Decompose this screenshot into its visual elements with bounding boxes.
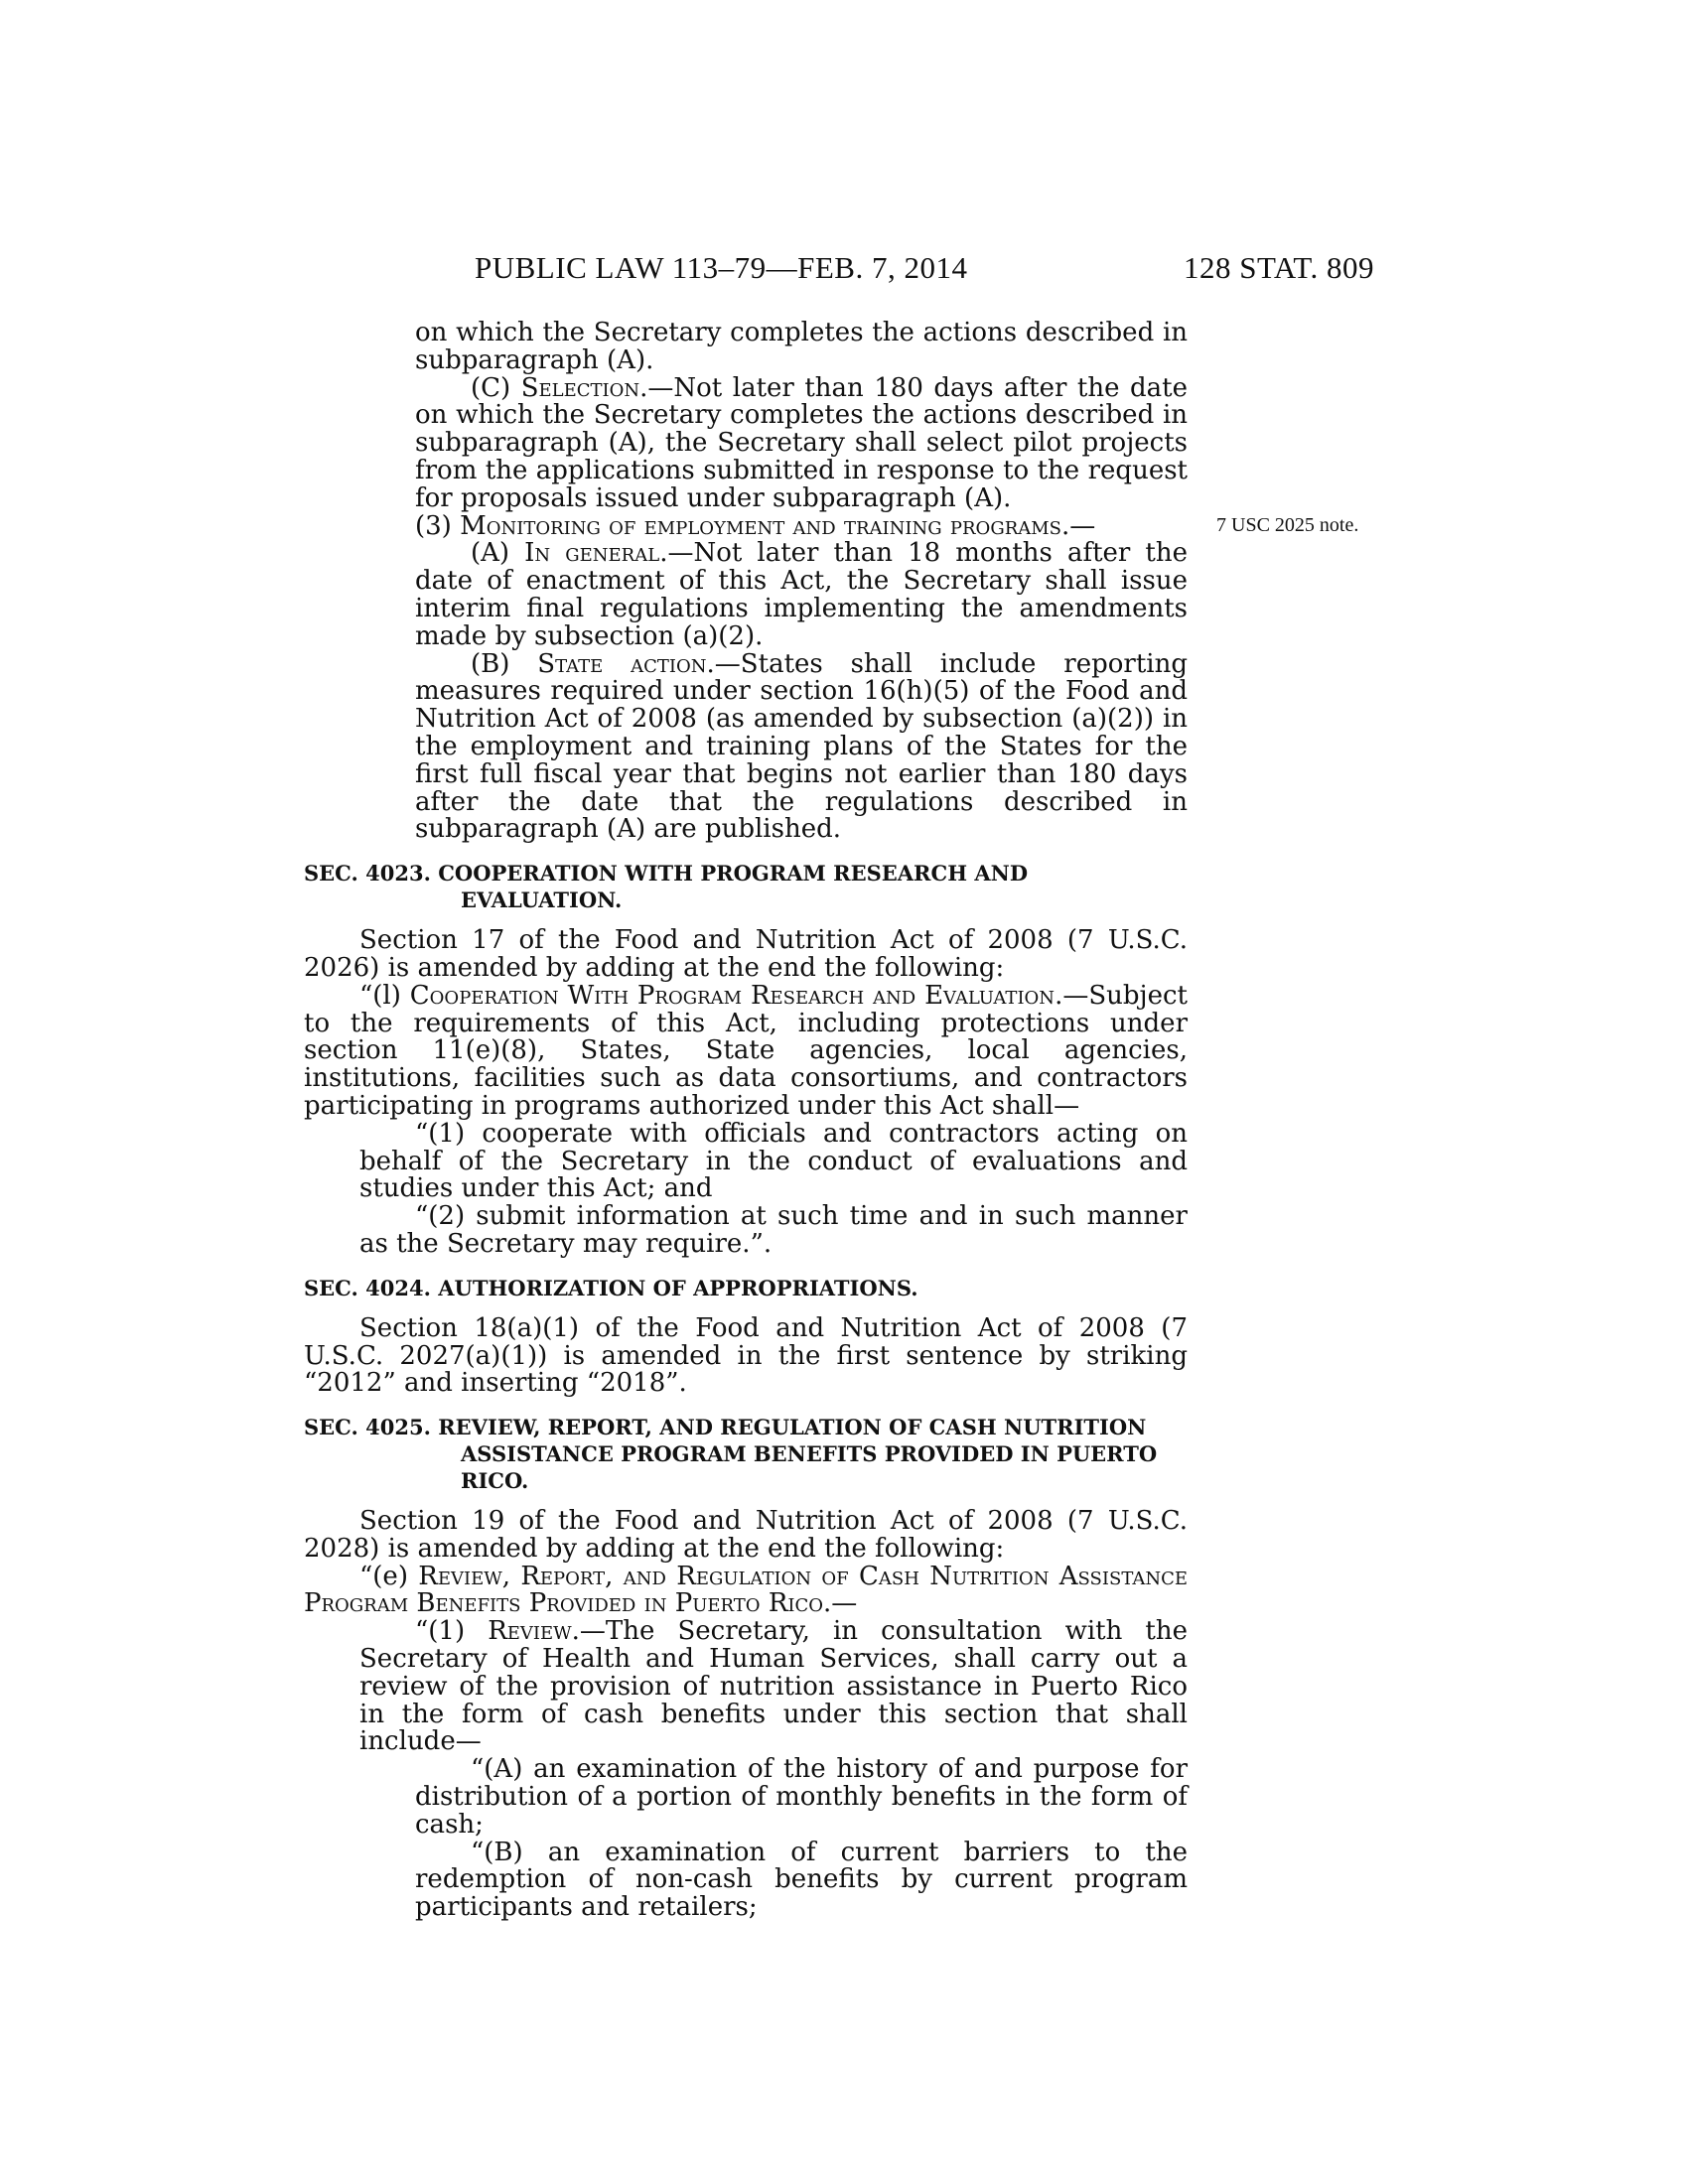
subparagraph-a-examination-history: “(A) an examination of the history of and purpose for distribution of a portion of monthly benefits in the form of cash; [415,1754,1188,1840]
subsection-e-review: “(e) Review, Report, and Regulation of Cash Nutrition Assistance Program Benefits Provided in Puerto Rico.— [304,1561,1189,1619]
running-header-title: PUBLIC LAW 113–79—FEB. 7, 2014 [475,250,968,285]
page-header [0,250,1688,290]
subparagraph-c-selection: (C) Selection.—Not later than 180 days after the date on which the Secretary completes the actions described in subparagraph (A), the Secretary shall select pilot projects from the applications submitted in response to the request for proposals issued under subparagraph (A). [415,372,1188,513]
subsection-l-cooperation: “(l) Cooperation With Program Research and Evaluation.—Subject to the requirements of this Act, including protections under section 11(e)(8), States, State agencies, local agencies, institutions, facilities such as data consortiums, and contractors participating in programs authorized under this Act shall— [304,980,1188,1121]
section-heading-4023: SEC. 4023. COOPERATION WITH PROGRAM RESEARCH AND EVALUATION. [304,861,1029,913]
section-4023-intro: Section 17 of the Food and Nutrition Act of 2008 (7 U.S.C. 2026) is amended by adding at the end the following: [304,925,1188,983]
paragraph-3-monitoring: (3) Monitoring of employment and training programs.— [415,510,1096,541]
document-body [304,320,1188,1922]
section-heading-4024: SEC. 4024. AUTHORIZATION OF APPROPRIATIONS. [304,1275,918,1300]
statute-page-number: 128 STAT. 809 [1183,250,1374,285]
paragraph-continued: on which the Secretary completes the actions described in subparagraph (A). [415,318,1188,375]
margin-citation-note: 7 USC 2025 note. [1216,514,1359,536]
paragraph-1-review: “(1) Review.—The Secretary, in consultation with the Secretary of Health and Human Services, shall carry out a review of the provision of nutrition assistance in Puerto Rico in the form of cash benefits under this section that shall include— [359,1616,1188,1757]
section-4025-intro: Section 19 of the Food and Nutrition Act of 2008 (7 U.S.C. 2028) is amended by adding at the end the following: [304,1506,1188,1564]
subparagraph-b-state-action: (B) State action.—States shall include reporting measures required under section 16(h)(5) of the Food and Nutrition Act of 2008 (as amended by subsection (a)(2)) in the employment and training plans of the States for the first full fiscal year that begins not earlier than 180 days after the date that the regulations described in subparagraph (A) are published. [415,648,1188,845]
subparagraph-a-in-general: (A) In general.—Not later than 18 months after the date of enactment of this Act, the Secretary shall issue interim final regulations implementing the amendments made by subsection (a)(2). [415,538,1188,651]
subparagraph-b-examination-barriers: “(B) an examination of current barriers to the redemption of non-cash benefits by current program participants and retailers; [415,1837,1188,1923]
section-4024-text: Section 18(a)(1) of the Food and Nutrition Act of 2008 (7 U.S.C. 2027(a)(1)) is amended in the first sentence by striking “2012” and inserting “2018”. [304,1312,1188,1399]
section-heading-4025: SEC. 4025. REVIEW, REPORT, AND REGULATION OF CASH NUTRITION ASSISTANCE PROGRAM BENEFITS PROVIDED IN PUERTO RICO. [304,1415,1158,1494]
paragraph-1-cooperate: “(1) cooperate with officials and contractors acting on behalf of the Secretary in the conduct of evaluations and studies under this Act; and [359,1118,1188,1204]
paragraph-2-submit: “(2) submit information at such time and in such manner as the Secretary may require.”. [359,1201,1188,1259]
